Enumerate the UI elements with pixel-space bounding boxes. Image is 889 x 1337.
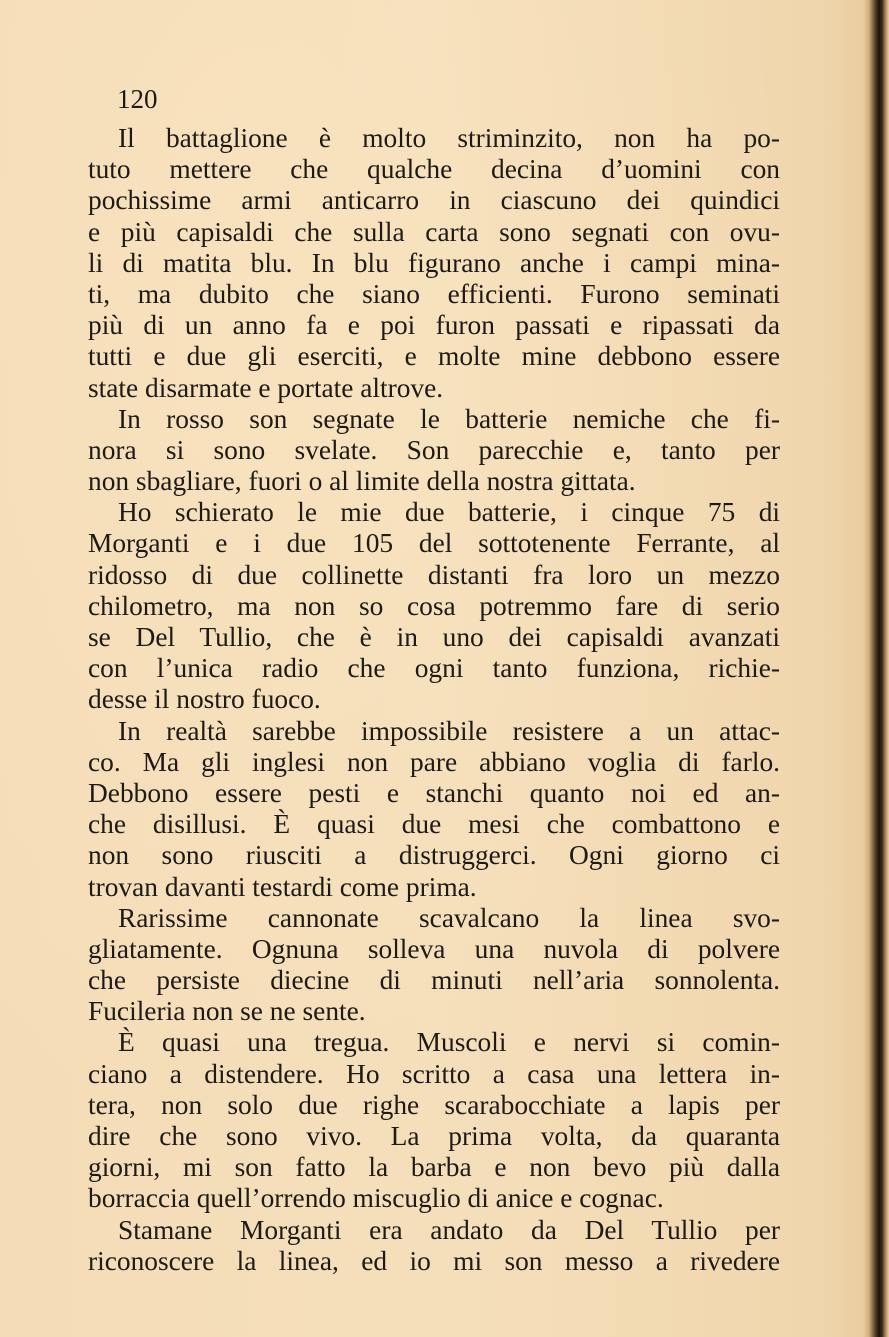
text-line: riconoscere la linea, ed io mi son messo a rivedere xyxy=(88,1245,780,1276)
paragraph xyxy=(88,404,780,498)
text-line: Rarissime cannonate scavalcano la linea svo- xyxy=(118,902,780,933)
text-line: ciano a distendere. Ho scritto a casa una lettera in- xyxy=(88,1058,780,1089)
text-line: Ho schierato le mie due batterie, i cinque 75 di xyxy=(118,497,780,528)
text-line: Debbono essere pesti e stanchi quanto noi ed an- xyxy=(88,777,780,808)
text-line: In rosso son segnate le batterie nemiche che fi- xyxy=(118,403,780,434)
text-line: ti, ma dubito che siano efficienti. Furono seminati xyxy=(88,278,780,309)
text-line: più di un anno fa e poi furon passati e ripassati da xyxy=(88,310,780,341)
text-line: se Del Tullio, che è in uno dei capisaldi avanzati xyxy=(88,622,780,652)
text-line: borraccia quell’orrendo miscuglio di anice e cognac. xyxy=(88,1183,664,1214)
text-line: Stamane Morganti era andato da Del Tullio per xyxy=(118,1214,780,1245)
text-line: trovan davanti testardi come prima. xyxy=(88,871,477,902)
paragraph xyxy=(88,123,780,404)
text-line: dire che sono vivo. La prima volta, da quaranta xyxy=(88,1121,780,1151)
text-line: In realtà sarebbe impossibile resistere a un attac- xyxy=(118,715,780,746)
text-line: Il battaglione è molto striminzito, non ha po- xyxy=(118,123,780,153)
text-line: tera, non solo due righe scarabocchiate a lapis per xyxy=(88,1089,780,1120)
paragraph xyxy=(88,497,780,715)
text-line: ridosso di due collinette distanti fra loro un mezzo xyxy=(88,559,780,590)
text-line: desse il nostro fuoco. xyxy=(88,684,321,715)
paragraph xyxy=(88,1215,780,1277)
body-text xyxy=(88,123,780,1277)
paragraph xyxy=(88,716,780,903)
text-line: e più capisaldi che sulla carta sono segnati con ovu- xyxy=(88,216,780,247)
book-spine-edge xyxy=(863,0,889,1337)
text-line: li di matita blu. In blu figurano anche i campi mina- xyxy=(88,247,780,278)
text-line: che persiste diecine di minuti nell’aria sonnolenta. xyxy=(88,965,780,996)
text-line: co. Ma gli inglesi non pare abbiano voglia di farlo. xyxy=(88,746,780,777)
text-line: tutti e due gli eserciti, e molte mine debbono essere xyxy=(88,341,780,372)
text-line: pochissime armi anticarro in ciascuno dei quindici xyxy=(88,185,780,216)
paragraph xyxy=(88,1027,780,1214)
text-line: nora si sono svelate. Son parecchie e, tanto per xyxy=(88,434,780,465)
text-line: chilometro, ma non so cosa potremmo fare di serio xyxy=(88,590,780,621)
text-line: con l’unica radio che ogni tanto funziona, richie- xyxy=(88,653,780,684)
text-line: state disarmate e portate altrove. xyxy=(88,372,444,403)
text-line: non sono riusciti a distruggerci. Ogni giorno ci xyxy=(88,840,780,871)
text-line: gliatamente. Ognuna solleva una nuvola di polvere xyxy=(88,933,780,964)
text-line: tuto mettere che qualche decina d’uomini con xyxy=(88,154,780,185)
text-line: giorni, mi son fatto la barba e non bevo più dalla xyxy=(88,1152,780,1183)
text-line: È quasi una tregua. Muscoli e nervi si comin- xyxy=(118,1027,780,1058)
text-line: Morganti e i due 105 del sottotenente Ferrante, al xyxy=(88,528,780,559)
text-line: non sbagliare, fuori o al limite della nostra gittata. xyxy=(88,466,636,497)
text-line: Fucileria non se ne sente. xyxy=(88,996,366,1027)
text-line: che disillusi. È quasi due mesi che combattono e xyxy=(88,809,780,840)
page-number: 120 xyxy=(117,84,158,114)
paragraph xyxy=(88,903,780,1028)
